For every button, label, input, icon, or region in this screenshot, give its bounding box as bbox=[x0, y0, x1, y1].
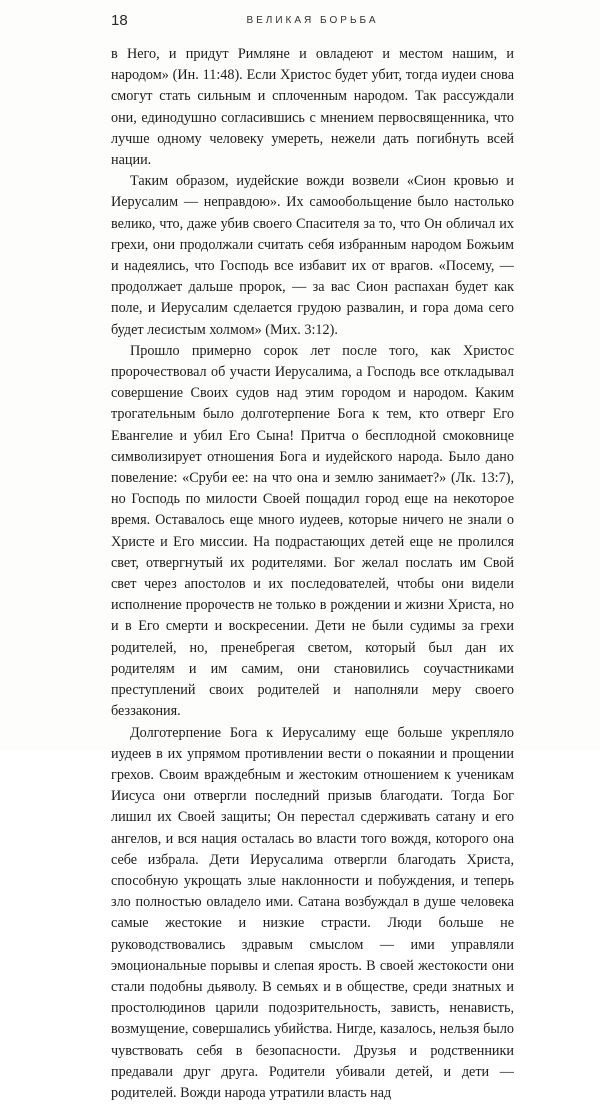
body-text bbox=[111, 44, 514, 1104]
paragraph-4: Долготерпение Бога к Иерусалиму еще больше укрепляло иудеев в их упрямом противлении вести о покаянии и прощении грехов. Своим враждебным и жестоким отношением к ученикам Иисуса они отвергли последний призыв благодати. Тогда Бог лишил их Своей защиты; Он перестал сдерживать сатану и его ангелов, и вся нация осталась во власти того вождя, которого она себе избрала. Дети Иерусалима отвергли благодать Христа, способную укрощать злые наклонности и побуждения, и теперь зло полностью овладело ими. Сатана возбуждал в душе человека самые жестокие и низкие страсти. Люди больше не руководствовались здравым смыслом — ими управляли эмоциональные порывы и слепая ярость. В своей жестокости они стали подобны дьяволу. В семьях и в обществе, среди знатных и простолюдинов царили подозрительность, зависть, ненависть, возмущение, совершались убийства. Нигде, казалось, нельзя было чувствовать себя в безопасности. Друзья и родственники предавали друг друга. Родители убивали детей, и дети — родителей. Вожди народа утратили власть над bbox=[111, 723, 514, 1104]
running-title: ВЕЛИКАЯ БОРЬБА bbox=[111, 15, 514, 26]
page-number: 18 bbox=[111, 12, 128, 29]
paragraph-1: в Него, и придут Римляне и овладеют и местом нашим, и народом» (Ин. 11:48). Если Христос будет убит, тогда иудеи снова смогут стать сильным и сплоченным народом. Так рассуждали они, единодушно согласившись с мнением первосвященника, что лучше одному человеку умереть, нежели дать погибнуть всей нации. bbox=[111, 44, 514, 171]
page-header bbox=[111, 10, 514, 32]
paragraph-3: Прошло примерно сорок лет после того, как Христос пророчествовал об участи Иерусалима, а Господь все откладывал совершение Своих судов над этим городом и народом. Каким трогательным было долготерпение Бога к тем, кто отверг Его Евангелие и убил Его Сына! Притча о бесплодной смоковнице символизирует отношения Бога и иудейского народа. Было дано повеление: «Сруби ее: на что она и землю занимает?» (Лк. 13:7), но Господь по милости Своей пощадил город еще на некоторое время. Оставалось еще много иудеев, которые ничего не знали о Христе и Его миссии. На подрастающих детей еще не пролился свет, отвергнутый их родителями. Бог желал послать им Свой свет через апостолов и их последователей, чтобы они видели исполнение пророчеств не только в рождении и жизни Христа, но и в Его смерти и воскресении. Дети не были судимы за грехи родителей, но, пренебрегая светом, который был дан их родителям и им самим, они становились соучастниками преступлений своих родителей и наполняли меру своего беззакония. bbox=[111, 341, 514, 723]
paragraph-2: Таким образом, иудейские вожди возвели «Сион кровью и Иерусалим — неправдою». Их самообольщение было настолько велико, что, даже убив своего Спасителя за то, что Он обличал их грехи, они продолжали считать себя избранным народом Божьим и надеялись, что Господь все избавит их от врагов. «Посему, — продолжает дальше пророк, — за вас Сион распахан будет как поле, и Иерусалим сделается грудою развалин, и гора дома сего будет лесистым холмом» (Мих. 3:12). bbox=[111, 171, 514, 341]
